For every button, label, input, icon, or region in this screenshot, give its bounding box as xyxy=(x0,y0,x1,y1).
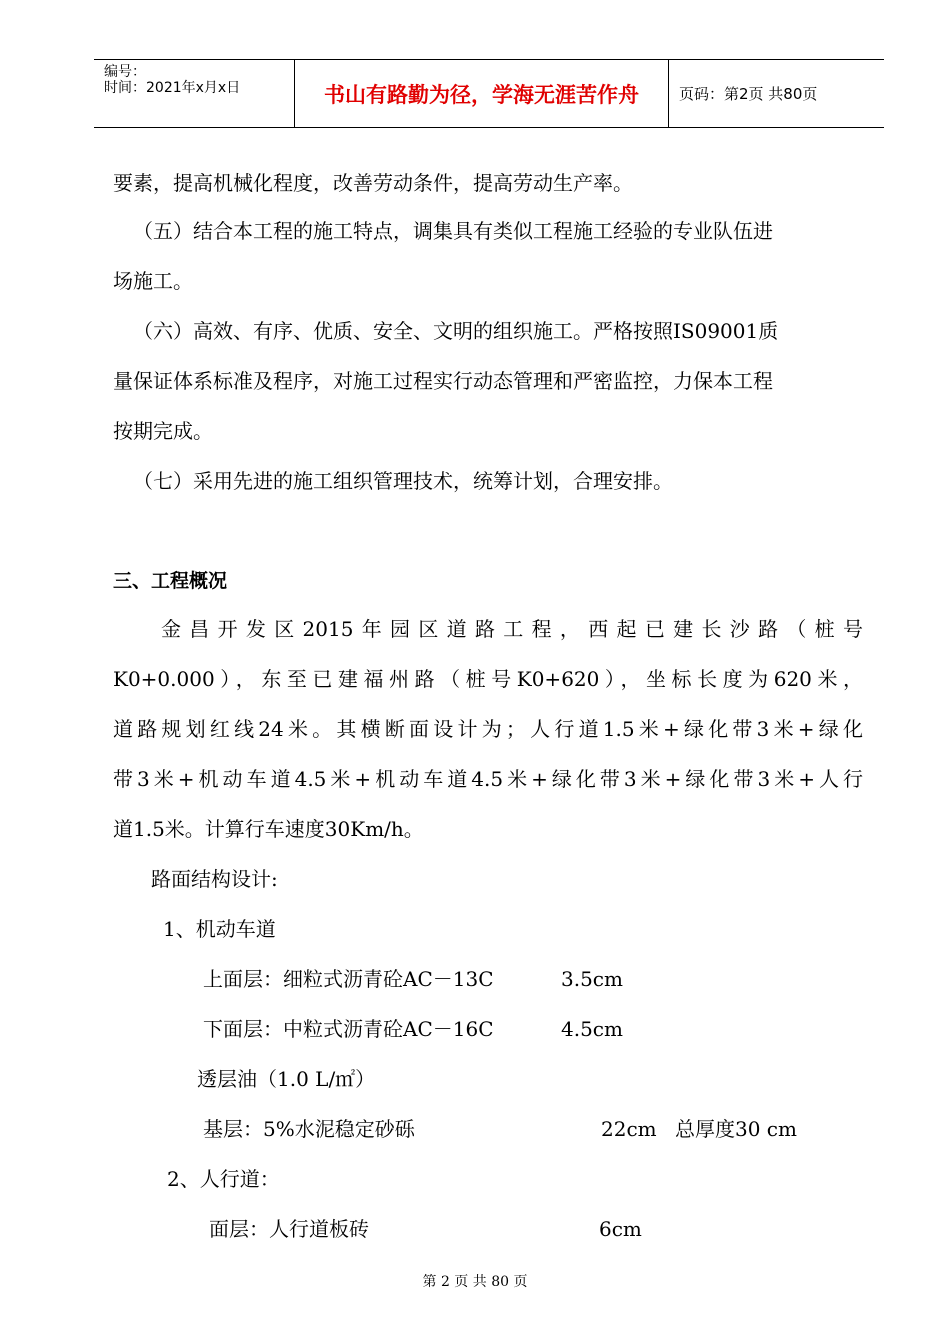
sidewalk-title: 2、人行道： xyxy=(167,1167,280,1191)
page-footer: 第 2 页 共 80 页 xyxy=(422,1274,528,1290)
base-layer: 基层：5%水泥稳定砂砾 xyxy=(203,1117,415,1141)
overview-line: K0+0.000），东至已建福州路（桩号K0+620），坐标长度为620米， xyxy=(113,667,863,691)
prime-coat: 透层油（1.0 L/㎡） xyxy=(197,1067,376,1091)
total-thickness: 总厚度30 cm xyxy=(675,1117,797,1141)
lower-layer-thickness: 4.5cm xyxy=(561,1017,623,1041)
page-header xyxy=(94,59,884,128)
document-number-label: 编号： xyxy=(104,64,146,80)
overview-line: 带3米+机动车道4.5米+机动车道4.5米+绿化带3米+绿化带3米+人行 xyxy=(113,767,863,791)
body-line: 要素，提高机械化程度，改善劳动条件，提高劳动生产率。 xyxy=(113,171,633,195)
overview-line: 道路规划红线24米。其横断面设计为；人行道1.5米+绿化带3米+绿化 xyxy=(113,717,863,741)
overview-line: 道1.5米。计算行车速度30Km/h。 xyxy=(113,817,424,841)
body-line: （七）采用先进的施工组织管理技术，统筹计划，合理安排。 xyxy=(133,469,673,493)
overview-line: 金昌开发区2015年园区道路工程，西起已建长沙路（桩号 xyxy=(161,617,863,641)
lower-layer: 下面层：中粒式沥青砼AC－16C xyxy=(203,1017,494,1041)
surface-layer-thickness: 6cm xyxy=(599,1217,642,1241)
body-line: 量保证体系标准及程序，对施工过程实行动态管理和严密监控，力保本工程 xyxy=(113,369,773,393)
header-meta xyxy=(94,60,295,127)
motorway-title: 1、机动车道 xyxy=(163,917,276,941)
section-title: 三、工程概况 xyxy=(113,570,228,592)
header-motto: 书山有路勤为径，学海无涯苦作舟 xyxy=(295,60,669,127)
upper-layer-thickness: 3.5cm xyxy=(561,967,623,991)
body-line: 按期完成。 xyxy=(113,419,213,443)
body-line: 场施工。 xyxy=(113,269,193,293)
pavement-title: 路面结构设计: xyxy=(151,867,278,891)
body-line: （五）结合本工程的施工特点，调集具有类似工程施工经验的专业队伍进 xyxy=(133,219,773,243)
upper-layer: 上面层：细粒式沥青砼AC－13C xyxy=(203,967,494,991)
body-line: （六）高效、有序、优质、安全、文明的组织施工。严格按照IS09001质 xyxy=(133,319,779,343)
surface-layer: 面层：人行道板砖 xyxy=(209,1217,369,1241)
document-time: 时间：2021年x月x日 xyxy=(104,80,241,96)
base-layer-thickness: 22cm xyxy=(601,1117,657,1141)
header-page-info: 页码：第2页 共80页 xyxy=(679,85,818,103)
